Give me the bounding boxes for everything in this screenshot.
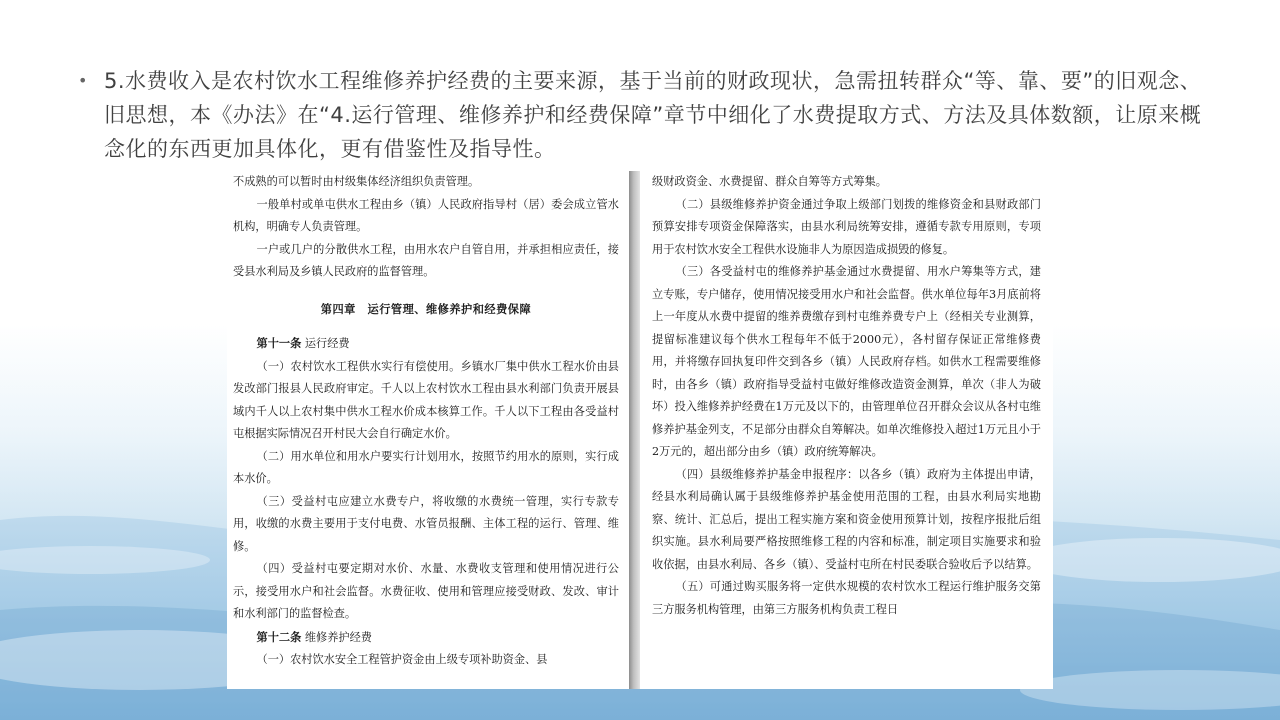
right-paragraph-5: （五）可通过购买服务将一定供水规模的农村饮水工程运行维护服务交第三方服务机构管理，由第三方服务机构负责工程日 — [652, 580, 1041, 616]
bullet-marker: • — [78, 71, 88, 90]
right-paragraph-1: 级财政资金、水费提留、群众自筹等方式筹集。 — [652, 175, 887, 188]
article-12-heading — [233, 626, 619, 650]
right-paragraph-3: （三）各受益村屯的维修养护基金通过水费提留、用水户筹集等方式，建立专账，专户储存，使用情况接受用水户和社会监督。供水单位每年3月底前将上一年度从水费中提留的维养费缴存到村屯维养费专户上（经相关专业测算，提留标准建议每个供水工程每年不低于2000元），各村留存保证正常维修费用，并将缴存回执复印件交到各乡（镇）人民政府存档。如供水工程需要维修时，由各乡（镇）政府指导受益村屯做好维修改造资金测算，单次（非人为破坏）投入维修养护经费在1万元及以下的，由管理单位召开群众会议从各村屯维修养护基金列支，不足部分由群众自筹解决。如单次维修投入超过1万元且小于2万元的，超出部分由乡（镇）政府统筹解决。 — [652, 265, 1041, 458]
left-paragraph-3: 一户或几户的分散供水工程，由用水农户自管自用，并承担相应责任，接受县水利局及乡镇人民政府的监督管理。 — [233, 242, 619, 278]
left-paragraph-7: （四）受益村屯要定期对水价、水量、水费收支管理和使用情况进行公示，接受用水户和社会监督。水费征收、使用和管理应接受财政、发改、审计和水利部门的监督检查。 — [233, 562, 619, 620]
bullet-text: 5.水费收入是农村饮水工程维修养护经费的主要来源，基于当前的财政现状，急需扭转群众“等、靠、要”的旧观念、旧思想，本《办法》在“4.运行管理、维修养护和经费保障”章节中细化了水费提取方式、方法及具体数额，让原来概念化的东西更加具体化，更有借鉴性及指导性。 — [104, 69, 1202, 161]
left-paragraph-8: （一）农村饮水安全工程管护资金由上级专项补助资金、县 — [256, 653, 548, 666]
article-12-title: 第十二条 — [256, 629, 302, 644]
document-left-page — [227, 171, 627, 689]
bullet-paragraph — [78, 64, 1218, 166]
left-paragraph-6: （三）受益村屯应建立水费专户，将收缴的水费统一管理，实行专款专用，收缴的水费主要用于支付电费、水管员报酬、主体工程的运行、管理、维修。 — [233, 494, 619, 553]
document-scan — [227, 171, 1053, 689]
article-12-name: 维修养护经费 — [304, 630, 372, 644]
left-paragraph-2: 一般单村或单屯供水工程由乡（镇）人民政府指导村（居）委会成立管水机构，明确专人负责管理。 — [233, 197, 619, 233]
left-paragraph-5: （二）用水单位和用水户要实行计划用水，按照节约用水的原则，实行成本水价。 — [233, 449, 619, 485]
left-paragraph-1: 不成熟的可以暂时由村级集体经济组织负责管理。 — [233, 175, 480, 188]
article-11-name: 运行经费 — [304, 337, 350, 350]
chapter-heading: 第四章 运行管理、维修养护和经费保障 — [320, 301, 532, 316]
document-right-page — [640, 171, 1053, 689]
right-paragraph-4: （四）县级维修养护基金申报程序：以各乡（镇）政府为主体提出申请，经县水利局确认属于县级维修养护基金使用范围的工程，由县水利局实地勘察、统计、汇总后，提出工程实施方案和资金使用预算计划，按程序报批后组织实施。县水利局要严格按照维修工程的内容和标准，制定项目实施要求和验收依据，由县水利局、各乡（镇）、受益村屯所在村民委联合验收后予以结算。 — [652, 467, 1041, 571]
page-gutter — [629, 171, 640, 689]
article-11-title: 第十一条 — [256, 336, 302, 350]
right-paragraph-2: （二）县级维修养护资金通过争取上级部门划拨的维修资金和县财政部门预算安排专项资金保障落实，由县水利局统筹安排，遵循专款专用原则，专项用于农村饮水安全工程供水设施非人为原因造成损毁的修复。 — [652, 197, 1041, 256]
left-paragraph-4: （一）农村饮水工程供水实行有偿使用。乡镇水厂集中供水工程水价由县发改部门报县人民政府审定。千人以上农村饮水工程由县水利部门负责开展县域内千人以上农村集中供水工程水价成本核算工作。千人以下工程由各受益村屯根据实际情况召开村民大会自行确定水价。 — [233, 359, 619, 440]
article-11-heading — [233, 332, 619, 356]
